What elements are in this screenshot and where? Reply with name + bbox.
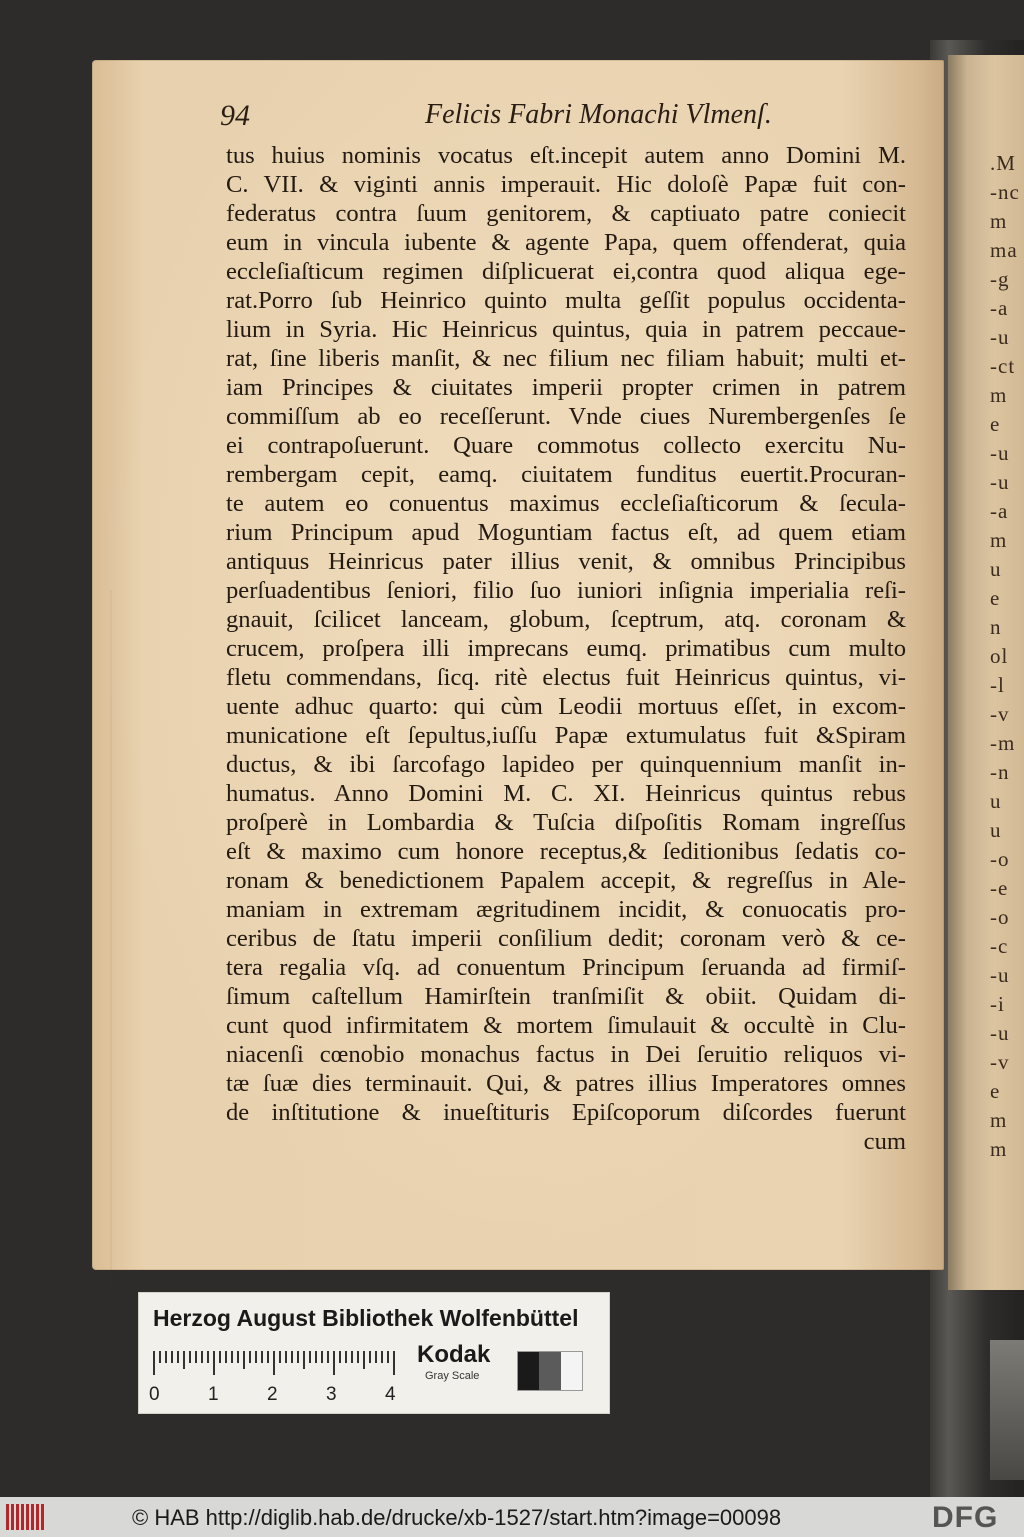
adjacent-text-fragment: m (990, 1137, 1008, 1161)
adjacent-text-fragment: e (990, 412, 1001, 436)
logo-bar (11, 1504, 14, 1530)
logo-bar (16, 1504, 19, 1530)
adjacent-text-fragment: ma (990, 238, 1018, 262)
adjacent-text-fragment: m (990, 209, 1008, 233)
adjacent-text-fragment: -o (990, 847, 1010, 871)
ruler-tick (327, 1351, 329, 1363)
ruler-tick (213, 1351, 215, 1375)
text-line: maniam in extremam ægritudinem incidit, & conuocatis pro- (226, 896, 906, 923)
gray-swatches (517, 1351, 583, 1391)
ruler-tick (249, 1351, 251, 1363)
ruler-tick (309, 1351, 311, 1363)
gray-swatch (539, 1352, 560, 1390)
text-line: rat, ſine liberis manſit, & nec filium nec filiam habuit; multi et- (226, 345, 906, 372)
ruler-tick (225, 1351, 227, 1363)
logo-bar (41, 1504, 44, 1530)
ruler-tick (273, 1351, 275, 1375)
ruler-tick (267, 1351, 269, 1363)
ruler-tick (177, 1351, 179, 1363)
page-fold-shadow (110, 590, 112, 1290)
ruler-tick (315, 1351, 317, 1363)
ruler-tick (231, 1351, 233, 1363)
logo-bar (31, 1504, 34, 1530)
adjacent-text-fragment: -n (990, 760, 1010, 784)
ruler-tick (297, 1351, 299, 1363)
body-text (226, 141, 906, 1156)
text-line: municatione eſt ſepultus,iuſſu Papæ extumulatus fuit &Spiram (226, 722, 906, 749)
logo-bar (36, 1504, 39, 1530)
adjacent-text-fragment: -u (990, 441, 1010, 465)
gray-swatch (518, 1352, 539, 1390)
ruler-tick (219, 1351, 221, 1363)
text-line: lium in Syria. Hic Heinricus quintus, quia in patrem peccaue- (226, 316, 906, 343)
ruler-tick (255, 1351, 257, 1363)
text-line: eſt & maximo cum honore receptus,& ſeditionibus ſedatis co- (226, 838, 906, 865)
adjacent-text-fragment: -e (990, 876, 1009, 900)
text-line: ronam & benedictionem Papalem accepit, & regreſſus in Ale- (226, 867, 906, 894)
text-line: tera regalia vſq. ad conuentum Principum ſeruanda ad firmiſ- (226, 954, 906, 981)
card-title: Herzog August Bibliothek Wolfenbüttel (153, 1305, 579, 1331)
adjacent-text-fragment: m (990, 528, 1008, 552)
text-line: tæ ſuæ dies terminauit. Qui, & patres illius Imperatores omnes (226, 1070, 906, 1097)
ruler-tick (195, 1351, 197, 1363)
ruler-tick (363, 1351, 365, 1369)
adjacent-text-fragment: .M (990, 151, 1016, 175)
text-line: rium Principum apud Moguntiam factus eſt, ad quem etiam (226, 519, 906, 546)
adjacent-text-fragment: n (990, 615, 1002, 639)
ruler-number: 4 (385, 1384, 396, 1405)
ruler-tick (351, 1351, 353, 1363)
kodak-logo: Kodak (417, 1341, 491, 1368)
text-line: niacenſi cœnobio monachus factus in Dei ſeruitio reliquos vi- (226, 1041, 906, 1068)
footer-source-link[interactable]: © HAB http://diglib.hab.de/drucke/xb-1527/start.htm?image=00098 (132, 1505, 782, 1530)
gray-scale-label: Gray Scale (425, 1370, 480, 1382)
ruler-number: 0 (149, 1384, 160, 1405)
ruler-tick (339, 1351, 341, 1363)
adjacent-text-fragment: e (990, 1079, 1001, 1103)
text-line: C. VII. & viginti annis imperauit. Hic doloſè Papæ fuit con- (226, 171, 906, 198)
ruler-tick (393, 1351, 395, 1375)
dfg-logo: DFG (932, 1501, 999, 1534)
ruler-tick (375, 1351, 377, 1363)
ruler-tick (237, 1351, 239, 1363)
ruler-tick (285, 1351, 287, 1363)
adjacent-text-fragment: ol (990, 644, 1009, 668)
ruler-number: 3 (326, 1384, 337, 1405)
text-line: federatus contra ſuum genitorem, & captiuato patre coniecit (226, 200, 906, 227)
color-card (138, 1292, 610, 1414)
adjacent-text-fragment: m (990, 383, 1008, 407)
adjacent-text-fragment: -a (990, 296, 1009, 320)
adjacent-text-fragment: -u (990, 1021, 1010, 1045)
ruler-tick (369, 1351, 371, 1363)
text-line: iam Principes & ciuitates imperii propter crimen in patrem (226, 374, 906, 401)
adjacent-text-fragment: -g (990, 267, 1010, 291)
adjacent-text-fragment: -v (990, 702, 1010, 726)
adjacent-text-fragment: -i (990, 992, 1005, 1016)
text-line: humatus. Anno Domini M. C. XI. Heinricus quintus rebus (226, 780, 906, 807)
adjacent-text-fragment: -l (990, 673, 1005, 697)
text-line: crucem, proſpera illi imprecans eumq. primatibus cum multo (226, 635, 906, 662)
ruler-tick (321, 1351, 323, 1363)
text-line: proſperè in Lombardia & Tuſcia diſpoſitis Romam ingreſſus (226, 809, 906, 836)
text-line: rat.Porro ſub Heinrico quinto multa geſſit populus occidenta- (226, 287, 906, 314)
adjacent-text-fragment: -ct (990, 354, 1016, 378)
text-line: fletu commendans, ſicq. ritè electus fuit Heinricus quintus, vi- (226, 664, 906, 691)
adjacent-text-fragment: u (990, 789, 1002, 813)
side-strip (990, 1340, 1024, 1480)
adjacent-text-fragment: -u (990, 963, 1010, 987)
running-head: Felicis Fabri Monachi Vlmenſ. (425, 99, 772, 130)
page-header (220, 95, 772, 135)
adjacent-text-fragment: -v (990, 1050, 1010, 1074)
page-number: 94 (220, 99, 250, 132)
ruler-tick (333, 1351, 335, 1375)
adjacent-text-fragment: u (990, 557, 1002, 581)
ruler-tick (153, 1351, 155, 1375)
text-line: tus huius nominis vocatus eſt.incepit autem anno Domini M. (226, 142, 906, 169)
text-line: eccleſiaſticum regimen diſplicuerat ei,contra quod aliqua ege- (226, 258, 906, 285)
hab-logo-icon (6, 1504, 44, 1530)
ruler-tick (201, 1351, 203, 1363)
adjacent-text-fragment: -m (990, 731, 1016, 755)
logo-bar (6, 1504, 9, 1530)
ruler-tick (357, 1351, 359, 1363)
text-line: commiſſum ab eo receſſerunt. Vnde ciues Nurembergenſes ſe (226, 403, 906, 430)
ruler-tick (183, 1351, 185, 1369)
footer-bar (0, 1497, 1024, 1537)
ruler-tick (243, 1351, 245, 1369)
measuring-ruler (149, 1351, 403, 1405)
ruler-tick (159, 1351, 161, 1363)
ruler-tick (189, 1351, 191, 1363)
text-line: uente adhuc quarto: qui cùm Leodii mortuus eſſet, in excom- (226, 693, 906, 720)
text-line: perſuadentibus ſeniori, filio ſuo iuniori inſignia imperialia reſi- (226, 577, 906, 604)
adjacent-text-fragment: m (990, 1108, 1008, 1132)
logo-bar (26, 1504, 29, 1530)
adjacent-text-fragment: -o (990, 905, 1010, 929)
text-line: ductus, & ibi ſarcofago lapideo per quinquennium manſit in- (226, 751, 906, 778)
ruler-number: 1 (208, 1384, 219, 1405)
ruler-tick (261, 1351, 263, 1363)
text-line: antiquus Heinricus pater illius venit, & omnibus Principibus (226, 548, 906, 575)
text-line: te autem eo conuentus maximus eccleſiaſticorum & ſecula- (226, 490, 906, 517)
ruler-tick (387, 1351, 389, 1363)
text-line: gnauit, ſcilicet lanceam, globum, ſceptrum, atq. coronam & (226, 606, 906, 633)
adjacent-text-fragment: u (990, 818, 1002, 842)
gray-swatch (561, 1352, 582, 1390)
logo-bar (21, 1504, 24, 1530)
text-line: rembergam cepit, eamq. ciuitatem funditus euertit.Procuran- (226, 461, 906, 488)
ruler-number: 2 (267, 1384, 278, 1405)
text-line: cunt quod infirmitatem & mortem ſimulauit & occultè in Clu- (226, 1012, 906, 1039)
ruler-tick (381, 1351, 383, 1363)
ruler-tick (303, 1351, 305, 1369)
text-line: cum (863, 1128, 906, 1155)
adjacent-text-fragment: -nc (990, 180, 1020, 204)
text-line: ſimum caſtellum Hamirſtein tranſmiſit & obiit. Quidam di- (226, 983, 906, 1010)
adjacent-text-fragment: -c (990, 934, 1009, 958)
adjacent-text-fragment: e (990, 586, 1001, 610)
adjacent-text-fragment: -a (990, 499, 1009, 523)
ruler-tick (165, 1351, 167, 1363)
ruler-tick (171, 1351, 173, 1363)
text-line: de inſtitutione & inueſtituris Epiſcoporum diſcordes fuerunt (226, 1099, 906, 1126)
ruler-tick (291, 1351, 293, 1363)
adjacent-page-edge (948, 55, 1024, 1290)
ruler-tick (279, 1351, 281, 1363)
text-line: ceribus de ſtatu imperii conſilium dedit; coronam verò & ce- (226, 925, 906, 952)
ruler-tick (345, 1351, 347, 1363)
text-line: ei contrapoſuerunt. Quare commotus collecto exercitu Nu- (226, 432, 906, 459)
adjacent-text-fragment: -u (990, 470, 1010, 494)
adjacent-text-fragment: -u (990, 325, 1010, 349)
ruler-tick (207, 1351, 209, 1363)
text-line: eum in vincula iubente & agente Papa, quem offenderat, quia (226, 229, 906, 256)
